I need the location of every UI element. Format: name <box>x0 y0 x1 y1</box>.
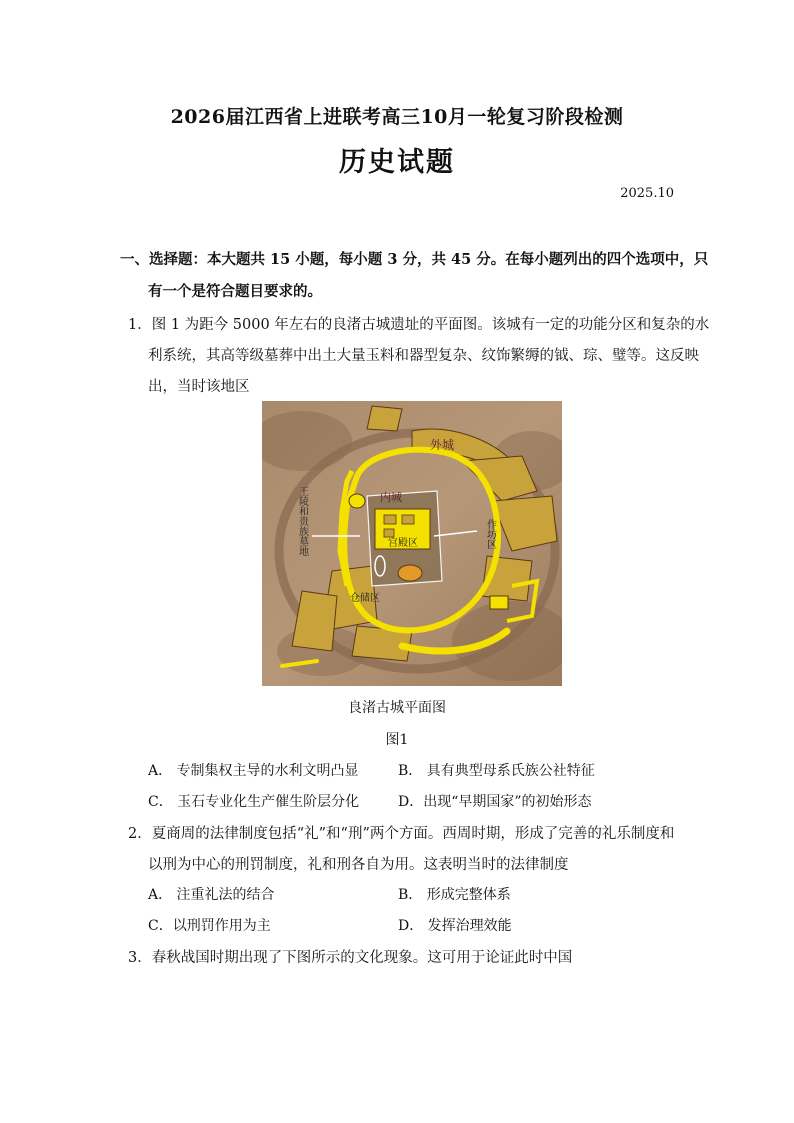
label-storage: 仓储区 <box>350 593 380 604</box>
southeast-block <box>490 596 508 609</box>
label-workshop: 作坊区 <box>484 519 496 549</box>
q2-option-d: D． 发挥治理效能 <box>398 918 512 934</box>
q2-option-a: A． 注重礼法的结合 <box>148 887 275 903</box>
q1-option-c: C． 玉石专业化生产催生阶层分化 <box>148 794 360 810</box>
section-heading-line2: 有一个是符合题目要求的。 <box>148 283 322 300</box>
q2-option-c: C．以刑罚作用为主 <box>148 918 271 934</box>
exam-title: 2026届江西省上进联考高三10月一轮复习阶段检测 <box>170 106 624 128</box>
liangzhu-city-map <box>262 401 562 686</box>
q1-stem-line2: 利系统，其高等级墓葬中出土大量玉料和器型复杂、纹饰繁缛的钺、琮、璧等。这反映 <box>148 348 699 364</box>
subject-title: 历史试题 <box>339 147 455 178</box>
q1-stem-line3: 出，当时该地区 <box>148 379 250 395</box>
palace-hall-2 <box>402 515 414 524</box>
q2-option-b: B． 形成完整体系 <box>398 887 511 903</box>
palace-hall-1 <box>384 515 396 524</box>
q1-option-a: A． 专制集权主导的水利文明凸显 <box>148 763 359 779</box>
label-palace: 宫殿区 <box>388 538 418 549</box>
q3-stem-line1: 3．春秋战国时期出现了下图所示的文化现象。这可用于论证此时中国 <box>128 950 573 966</box>
label-tombs: 王陵和贵族墓地 <box>296 486 308 556</box>
label-inner-city: 内城 <box>380 491 402 504</box>
map-caption: 良渚古城平面图 <box>348 700 446 716</box>
palace-hall-3 <box>384 529 394 537</box>
figure-number: 图1 <box>385 732 409 748</box>
q1-option-b: B． 具有典型母系氏族公社特征 <box>398 763 595 779</box>
label-outer-city: 外城 <box>430 438 455 452</box>
section-heading-line1: 一、选择题：本大题共 15 小题，每小题 3 分，共 45 分。在每小题列出的四个选项中，只 <box>120 251 709 268</box>
q2-stem-line1: 2．夏商周的法律制度包括“礼”和“刑”两个方面。西周时期，形成了完善的礼乐制度和 <box>128 826 675 842</box>
west-mound <box>349 494 365 508</box>
q1-option-d: D．出现“早期国家”的初始形态 <box>398 794 592 810</box>
q1-stem-line1: 1．图 1 为距今 5000 年左右的良渚古城遗址的平面图。该城有一定的功能分区和复杂的水 <box>128 317 710 333</box>
exam-date: 2025.10 <box>620 186 674 201</box>
q2-stem-line2: 以刑为中心的刑罚制度，礼和刑各自为用。这表明当时的法律制度 <box>148 857 569 873</box>
storage-mound <box>398 565 422 581</box>
map-illustration <box>262 401 562 686</box>
